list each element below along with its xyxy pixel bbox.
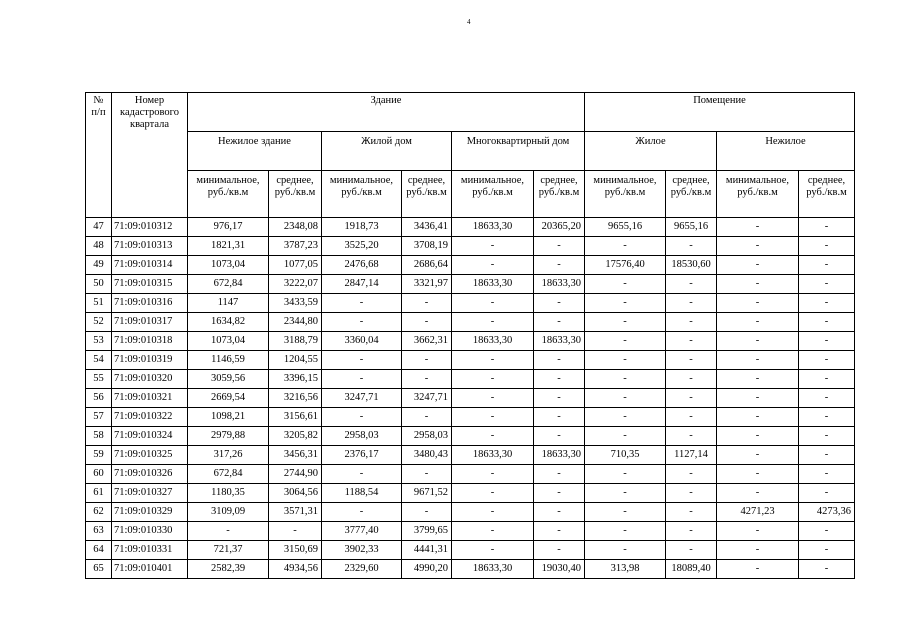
nonres-premises-min-cell: - — [717, 332, 799, 351]
res-premises-avg-cell: 18530,60 — [666, 256, 717, 275]
apartment-min-cell: - — [452, 484, 534, 503]
nonres-premises-avg-cell: - — [799, 446, 855, 465]
nonres-premises-min-cell: - — [717, 408, 799, 427]
apartment-avg-cell: - — [534, 370, 585, 389]
nonres-building-avg-cell: 1204,55 — [269, 351, 322, 370]
res-house-avg-cell: 3321,97 — [402, 275, 452, 294]
apartment-avg-cell: - — [534, 294, 585, 313]
nonres-building-avg-cell: 3150,69 — [269, 541, 322, 560]
row-number-cell: 65 — [86, 560, 112, 579]
nonres-building-min-cell: 2979,88 — [188, 427, 269, 446]
nonres-premises-min-cell: - — [717, 370, 799, 389]
res-house-avg-cell: 9671,52 — [402, 484, 452, 503]
nonres-building-min-cell: 2669,54 — [188, 389, 269, 408]
res-house-min-cell: 1918,73 — [322, 218, 402, 237]
res-premises-avg-cell: - — [666, 332, 717, 351]
res-premises-avg-cell: - — [666, 522, 717, 541]
cadastral-number-cell: 71:09:010331 — [112, 541, 188, 560]
apartment-min-cell: 18633,30 — [452, 332, 534, 351]
nonres-building-min-cell: 672,84 — [188, 465, 269, 484]
nonres-building-min-cell: 3059,56 — [188, 370, 269, 389]
res-premises-min-cell: - — [585, 313, 666, 332]
res-house-min-cell: 3777,40 — [322, 522, 402, 541]
cadastral-number-cell: 71:09:010313 — [112, 237, 188, 256]
row-number-cell: 64 — [86, 541, 112, 560]
nonres-building-avg-cell: 3456,31 — [269, 446, 322, 465]
apartment-avg-cell: - — [534, 465, 585, 484]
cadastral-number-cell: 71:09:010319 — [112, 351, 188, 370]
cadastral-number-cell: 71:09:010330 — [112, 522, 188, 541]
header-avg: среднее, руб./кв.м — [799, 171, 855, 218]
nonres-premises-min-cell: - — [717, 522, 799, 541]
apartment-min-cell: - — [452, 294, 534, 313]
nonres-premises-avg-cell: - — [799, 427, 855, 446]
row-number-cell: 53 — [86, 332, 112, 351]
row-number-cell: 52 — [86, 313, 112, 332]
nonres-premises-min-cell: - — [717, 446, 799, 465]
apartment-min-cell: - — [452, 389, 534, 408]
nonres-building-avg-cell: 3064,56 — [269, 484, 322, 503]
res-premises-avg-cell: - — [666, 389, 717, 408]
res-premises-avg-cell: - — [666, 484, 717, 503]
header-avg: среднее, руб./кв.м — [666, 171, 717, 218]
nonres-premises-avg-cell: - — [799, 275, 855, 294]
apartment-min-cell: - — [452, 408, 534, 427]
res-house-avg-cell: - — [402, 313, 452, 332]
res-premises-min-cell: - — [585, 484, 666, 503]
res-house-min-cell: - — [322, 313, 402, 332]
res-house-min-cell: 3247,71 — [322, 389, 402, 408]
res-premises-min-cell: - — [585, 503, 666, 522]
res-house-avg-cell: - — [402, 351, 452, 370]
table-row — [86, 351, 855, 370]
res-premises-min-cell: - — [585, 294, 666, 313]
header-min: минимальное, руб./кв.м — [188, 171, 269, 218]
nonres-premises-min-cell: - — [717, 541, 799, 560]
nonres-building-avg-cell: 3396,15 — [269, 370, 322, 389]
res-house-min-cell: - — [322, 408, 402, 427]
res-premises-min-cell: - — [585, 465, 666, 484]
res-house-min-cell: - — [322, 351, 402, 370]
table-row — [86, 256, 855, 275]
row-number-cell: 61 — [86, 484, 112, 503]
res-premises-avg-cell: - — [666, 313, 717, 332]
nonres-building-min-cell: 1821,31 — [188, 237, 269, 256]
res-premises-min-cell: 17576,40 — [585, 256, 666, 275]
cadastral-number-cell: 71:09:010329 — [112, 503, 188, 522]
res-house-avg-cell: 3247,71 — [402, 389, 452, 408]
res-premises-min-cell: - — [585, 332, 666, 351]
nonres-building-avg-cell: 3156,61 — [269, 408, 322, 427]
cadastral-number-cell: 71:09:010318 — [112, 332, 188, 351]
apartment-avg-cell: - — [534, 389, 585, 408]
apartment-avg-cell: 18633,30 — [534, 446, 585, 465]
apartment-avg-cell: - — [534, 484, 585, 503]
header-nonresidential-building: Нежилое здание — [188, 132, 322, 171]
res-premises-min-cell: - — [585, 541, 666, 560]
res-house-avg-cell: 3708,19 — [402, 237, 452, 256]
res-house-avg-cell: 3480,43 — [402, 446, 452, 465]
apartment-avg-cell: - — [534, 427, 585, 446]
table-row — [86, 275, 855, 294]
res-house-min-cell: - — [322, 294, 402, 313]
apartment-min-cell: 18633,30 — [452, 446, 534, 465]
nonres-building-min-cell: 1073,04 — [188, 256, 269, 275]
cadastral-number-cell: 71:09:010325 — [112, 446, 188, 465]
apartment-min-cell: 18633,30 — [452, 560, 534, 579]
res-house-min-cell: - — [322, 465, 402, 484]
row-number-cell: 47 — [86, 218, 112, 237]
cadastral-number-cell: 71:09:010320 — [112, 370, 188, 389]
row-number-cell: 63 — [86, 522, 112, 541]
nonres-premises-avg-cell: - — [799, 465, 855, 484]
table-row — [86, 446, 855, 465]
header-residential-premises: Жилое — [585, 132, 717, 171]
nonres-building-min-cell: - — [188, 522, 269, 541]
res-house-min-cell: 2329,60 — [322, 560, 402, 579]
cadastral-number-cell: 71:09:010401 — [112, 560, 188, 579]
table-body — [86, 218, 855, 579]
row-number-cell: 59 — [86, 446, 112, 465]
nonres-building-avg-cell: 3571,31 — [269, 503, 322, 522]
apartment-min-cell: - — [452, 503, 534, 522]
res-premises-min-cell: - — [585, 237, 666, 256]
res-premises-avg-cell: - — [666, 370, 717, 389]
row-number-cell: 49 — [86, 256, 112, 275]
cadastral-number-cell: 71:09:010322 — [112, 408, 188, 427]
row-number-cell: 58 — [86, 427, 112, 446]
nonres-building-avg-cell: 3216,56 — [269, 389, 322, 408]
res-house-avg-cell: - — [402, 370, 452, 389]
table-row — [86, 332, 855, 351]
nonres-building-min-cell: 3109,09 — [188, 503, 269, 522]
row-number-cell: 50 — [86, 275, 112, 294]
res-premises-avg-cell: - — [666, 427, 717, 446]
apartment-min-cell: - — [452, 427, 534, 446]
res-house-avg-cell: - — [402, 503, 452, 522]
row-number-cell: 62 — [86, 503, 112, 522]
nonres-premises-min-cell: 4271,23 — [717, 503, 799, 522]
nonres-premises-min-cell: - — [717, 275, 799, 294]
nonres-building-avg-cell: 3787,23 — [269, 237, 322, 256]
res-premises-avg-cell: - — [666, 294, 717, 313]
nonres-building-avg-cell: 4934,56 — [269, 560, 322, 579]
header-apartment-building: Многоквартирный дом — [452, 132, 585, 171]
cadastral-number-cell: 71:09:010327 — [112, 484, 188, 503]
header-cadastral-quarter: Номер кадастрового квартала — [112, 93, 188, 218]
apartment-avg-cell: - — [534, 503, 585, 522]
apartment-avg-cell: 20365,20 — [534, 218, 585, 237]
res-premises-avg-cell: - — [666, 503, 717, 522]
apartment-avg-cell: - — [534, 256, 585, 275]
nonres-premises-avg-cell: - — [799, 560, 855, 579]
cadastral-value-table — [85, 92, 855, 579]
nonres-premises-avg-cell: - — [799, 484, 855, 503]
apartment-min-cell: - — [452, 256, 534, 275]
res-house-avg-cell: 4990,20 — [402, 560, 452, 579]
res-house-min-cell: 2958,03 — [322, 427, 402, 446]
apartment-avg-cell: - — [534, 522, 585, 541]
apartment-min-cell: - — [452, 351, 534, 370]
table-row — [86, 484, 855, 503]
nonres-premises-avg-cell: - — [799, 256, 855, 275]
nonres-premises-avg-cell: - — [799, 389, 855, 408]
nonres-building-min-cell: 1073,04 — [188, 332, 269, 351]
res-house-avg-cell: - — [402, 294, 452, 313]
table-row — [86, 294, 855, 313]
res-premises-avg-cell: 18089,40 — [666, 560, 717, 579]
nonres-premises-avg-cell: - — [799, 370, 855, 389]
header-avg: среднее, руб./кв.м — [402, 171, 452, 218]
nonres-building-min-cell: 1634,82 — [188, 313, 269, 332]
nonres-building-min-cell: 2582,39 — [188, 560, 269, 579]
table-row — [86, 427, 855, 446]
apartment-min-cell: - — [452, 313, 534, 332]
apartment-min-cell: - — [452, 465, 534, 484]
nonres-building-avg-cell: 3188,79 — [269, 332, 322, 351]
cadastral-number-cell: 71:09:010321 — [112, 389, 188, 408]
page-number: 4 — [467, 18, 471, 26]
header-min: минимальное, руб./кв.м — [322, 171, 402, 218]
table-header — [86, 93, 855, 218]
nonres-building-avg-cell: - — [269, 522, 322, 541]
res-premises-min-cell: - — [585, 427, 666, 446]
apartment-avg-cell: - — [534, 237, 585, 256]
table-row — [86, 218, 855, 237]
res-house-avg-cell: - — [402, 408, 452, 427]
res-house-min-cell: 2847,14 — [322, 275, 402, 294]
res-house-min-cell: 2476,68 — [322, 256, 402, 275]
apartment-min-cell: 18633,30 — [452, 275, 534, 294]
apartment-avg-cell: - — [534, 408, 585, 427]
res-premises-avg-cell: - — [666, 275, 717, 294]
row-number-cell: 54 — [86, 351, 112, 370]
res-house-min-cell: 2376,17 — [322, 446, 402, 465]
apartment-min-cell: - — [452, 541, 534, 560]
res-premises-min-cell: 9655,16 — [585, 218, 666, 237]
header-avg: среднее, руб./кв.м — [534, 171, 585, 218]
nonres-premises-min-cell: - — [717, 389, 799, 408]
table-row — [86, 503, 855, 522]
table-row — [86, 541, 855, 560]
res-premises-avg-cell: - — [666, 237, 717, 256]
nonres-premises-min-cell: - — [717, 465, 799, 484]
nonres-building-avg-cell: 3433,59 — [269, 294, 322, 313]
res-premises-min-cell: - — [585, 408, 666, 427]
apartment-min-cell: - — [452, 237, 534, 256]
row-number-cell: 55 — [86, 370, 112, 389]
table-row — [86, 313, 855, 332]
res-premises-min-cell: 313,98 — [585, 560, 666, 579]
cadastral-number-cell: 71:09:010326 — [112, 465, 188, 484]
nonres-premises-avg-cell: - — [799, 332, 855, 351]
res-premises-avg-cell: - — [666, 541, 717, 560]
apartment-min-cell: 18633,30 — [452, 218, 534, 237]
nonres-premises-avg-cell: - — [799, 294, 855, 313]
res-house-min-cell: - — [322, 370, 402, 389]
nonres-premises-min-cell: - — [717, 560, 799, 579]
nonres-premises-avg-cell: - — [799, 408, 855, 427]
res-house-avg-cell: 2686,64 — [402, 256, 452, 275]
apartment-avg-cell: 19030,40 — [534, 560, 585, 579]
header-row-number: № п/п — [86, 93, 112, 218]
res-premises-min-cell: - — [585, 389, 666, 408]
nonres-building-min-cell: 976,17 — [188, 218, 269, 237]
nonres-building-avg-cell: 3222,07 — [269, 275, 322, 294]
res-house-avg-cell: 2958,03 — [402, 427, 452, 446]
table-row — [86, 389, 855, 408]
res-premises-avg-cell: - — [666, 465, 717, 484]
nonres-premises-avg-cell: - — [799, 522, 855, 541]
apartment-min-cell: - — [452, 370, 534, 389]
apartment-avg-cell: - — [534, 541, 585, 560]
cadastral-number-cell: 71:09:010317 — [112, 313, 188, 332]
apartment-avg-cell: - — [534, 351, 585, 370]
res-house-avg-cell: 3662,31 — [402, 332, 452, 351]
table-row — [86, 408, 855, 427]
table-row — [86, 465, 855, 484]
apartment-min-cell: - — [452, 522, 534, 541]
res-house-avg-cell: 4441,31 — [402, 541, 452, 560]
nonres-building-min-cell: 317,26 — [188, 446, 269, 465]
res-premises-min-cell: - — [585, 522, 666, 541]
header-premises: Помещение — [585, 93, 855, 132]
nonres-premises-min-cell: - — [717, 484, 799, 503]
nonres-building-avg-cell: 2348,08 — [269, 218, 322, 237]
header-min: минимальное, руб./кв.м — [717, 171, 799, 218]
nonres-building-min-cell: 1180,35 — [188, 484, 269, 503]
nonres-building-min-cell: 672,84 — [188, 275, 269, 294]
header-residential-house: Жилой дом — [322, 132, 452, 171]
header-min: минимальное, руб./кв.м — [585, 171, 666, 218]
nonres-premises-avg-cell: - — [799, 541, 855, 560]
nonres-building-avg-cell: 2344,80 — [269, 313, 322, 332]
nonres-building-min-cell: 1146,59 — [188, 351, 269, 370]
row-number-cell: 51 — [86, 294, 112, 313]
header-min: минимальное, руб./кв.м — [452, 171, 534, 218]
res-house-min-cell: 3525,20 — [322, 237, 402, 256]
nonres-building-avg-cell: 1077,05 — [269, 256, 322, 275]
nonres-premises-avg-cell: - — [799, 313, 855, 332]
table-row — [86, 370, 855, 389]
cadastral-number-cell: 71:09:010324 — [112, 427, 188, 446]
nonres-building-avg-cell: 3205,82 — [269, 427, 322, 446]
nonres-premises-avg-cell: 4273,36 — [799, 503, 855, 522]
res-house-min-cell: - — [322, 503, 402, 522]
nonres-premises-avg-cell: - — [799, 237, 855, 256]
header-nonresidential-premises: Нежилое — [717, 132, 855, 171]
cadastral-number-cell: 71:09:010312 — [112, 218, 188, 237]
res-house-avg-cell: - — [402, 465, 452, 484]
apartment-avg-cell: 18633,30 — [534, 332, 585, 351]
nonres-premises-min-cell: - — [717, 427, 799, 446]
nonres-building-min-cell: 1147 — [188, 294, 269, 313]
row-number-cell: 48 — [86, 237, 112, 256]
res-premises-avg-cell: - — [666, 408, 717, 427]
nonres-premises-min-cell: - — [717, 237, 799, 256]
cadastral-number-cell: 71:09:010314 — [112, 256, 188, 275]
cadastral-number-cell: 71:09:010315 — [112, 275, 188, 294]
table-row — [86, 560, 855, 579]
res-house-avg-cell: 3436,41 — [402, 218, 452, 237]
res-house-min-cell: 3902,33 — [322, 541, 402, 560]
nonres-premises-min-cell: - — [717, 351, 799, 370]
res-premises-min-cell: - — [585, 351, 666, 370]
res-premises-min-cell: - — [585, 275, 666, 294]
res-premises-min-cell: - — [585, 370, 666, 389]
nonres-premises-avg-cell: - — [799, 351, 855, 370]
res-premises-avg-cell: 9655,16 — [666, 218, 717, 237]
res-premises-avg-cell: 1127,14 — [666, 446, 717, 465]
res-house-min-cell: 1188,54 — [322, 484, 402, 503]
header-building: Здание — [188, 93, 585, 132]
cadastral-number-cell: 71:09:010316 — [112, 294, 188, 313]
nonres-premises-min-cell: - — [717, 256, 799, 275]
res-house-avg-cell: 3799,65 — [402, 522, 452, 541]
nonres-premises-min-cell: - — [717, 294, 799, 313]
res-premises-min-cell: 710,35 — [585, 446, 666, 465]
row-number-cell: 57 — [86, 408, 112, 427]
row-number-cell: 56 — [86, 389, 112, 408]
res-house-min-cell: 3360,04 — [322, 332, 402, 351]
apartment-avg-cell: - — [534, 313, 585, 332]
table-row — [86, 522, 855, 541]
nonres-premises-min-cell: - — [717, 313, 799, 332]
apartment-avg-cell: 18633,30 — [534, 275, 585, 294]
res-premises-avg-cell: - — [666, 351, 717, 370]
nonres-building-min-cell: 1098,21 — [188, 408, 269, 427]
nonres-premises-avg-cell: - — [799, 218, 855, 237]
table-row — [86, 237, 855, 256]
row-number-cell: 60 — [86, 465, 112, 484]
nonres-building-avg-cell: 2744,90 — [269, 465, 322, 484]
header-avg: среднее, руб./кв.м — [269, 171, 322, 218]
nonres-building-min-cell: 721,37 — [188, 541, 269, 560]
nonres-premises-min-cell: - — [717, 218, 799, 237]
